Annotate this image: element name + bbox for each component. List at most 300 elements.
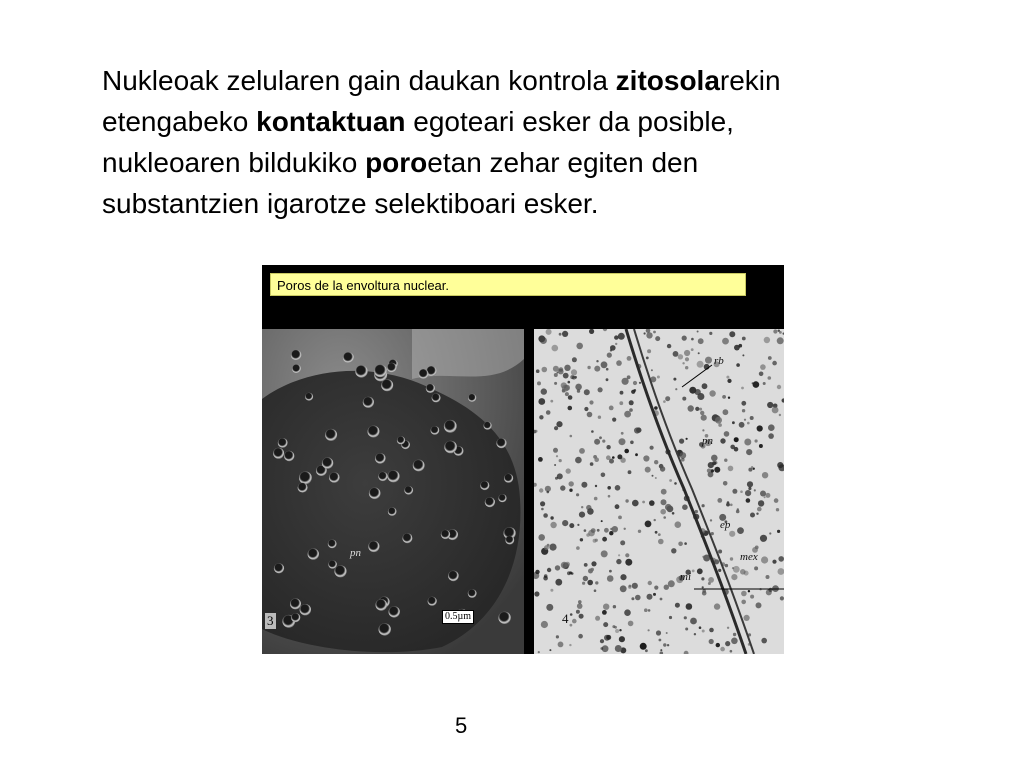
chromatin-granule (583, 576, 588, 581)
chromatin-granule (726, 376, 729, 379)
chromatin-granule (614, 626, 617, 629)
chromatin-granule (731, 638, 738, 645)
nuclear-pore (485, 497, 495, 507)
chromatin-granule (570, 435, 573, 438)
chromatin-granule (727, 379, 731, 383)
chromatin-granule (553, 448, 558, 453)
chromatin-granule (624, 609, 631, 616)
paragraph-line-4: substantzien igarotze selektiboari esker. (102, 188, 599, 219)
chromatin-granule (680, 452, 687, 459)
figure-caption: Poros de la envoltura nuclear. (270, 273, 746, 296)
chromatin-granule (562, 520, 568, 526)
chromatin-granule (655, 336, 660, 341)
chromatin-granule (550, 400, 553, 403)
chromatin-granule (617, 454, 622, 459)
chromatin-granule (597, 529, 600, 532)
chromatin-granule (739, 422, 745, 428)
chromatin-granule (669, 616, 672, 619)
chromatin-granule (625, 559, 632, 566)
chromatin-granule (640, 643, 647, 650)
chromatin-granule (754, 489, 756, 491)
chromatin-granule (620, 585, 627, 592)
chromatin-granule (539, 415, 543, 419)
chromatin-granule (648, 629, 650, 631)
chromatin-granule (562, 331, 568, 337)
chromatin-granule (652, 475, 654, 477)
chromatin-granule (766, 589, 772, 595)
chromatin-granule (708, 582, 711, 585)
chromatin-granule (559, 367, 564, 372)
chromatin-granule (698, 352, 700, 354)
nuclear-pore (278, 438, 288, 448)
chromatin-granule (657, 376, 660, 379)
chromatin-granule (745, 490, 751, 496)
nuclear-pore (505, 536, 514, 545)
chromatin-granule (734, 447, 739, 452)
chromatin-granule (612, 456, 615, 459)
chromatin-granule (556, 455, 558, 457)
chromatin-granule (755, 439, 758, 442)
nuclear-pore (368, 541, 379, 552)
paragraph-line-2: etengabeko kontaktuan egoteari esker da posible, (102, 106, 734, 137)
nuclear-pore (290, 598, 301, 609)
chromatin-granule (582, 582, 585, 585)
chromatin-granule (760, 535, 767, 542)
chromatin-granule (692, 570, 695, 573)
chromatin-granule (646, 357, 649, 360)
chromatin-granule (673, 351, 679, 357)
chromatin-granule (538, 651, 540, 653)
chromatin-granule (695, 510, 698, 513)
chromatin-granule (772, 361, 777, 366)
chromatin-granule (569, 489, 572, 492)
micrograph-figure (262, 265, 784, 654)
chromatin-granule (550, 516, 553, 519)
chromatin-granule (572, 357, 577, 362)
chromatin-granule (723, 481, 728, 486)
page-number: 5 (455, 713, 468, 738)
chromatin-granule (639, 382, 641, 384)
chromatin-granule (612, 418, 616, 422)
chromatin-granule (595, 581, 598, 584)
chromatin-granule (779, 331, 782, 334)
chromatin-granule (607, 353, 612, 358)
chromatin-granule (609, 570, 612, 573)
scale-bar: 0.5µm (442, 610, 474, 624)
chromatin-granule (636, 427, 641, 432)
chromatin-granule (601, 361, 608, 368)
nuclear-pore (498, 494, 506, 502)
chromatin-granule (741, 591, 747, 597)
chromatin-granule (758, 500, 764, 506)
chromatin-granule (763, 382, 766, 385)
chromatin-granule (600, 639, 604, 643)
chromatin-granule (741, 401, 746, 406)
chromatin-granule (748, 590, 750, 592)
keyword-zitosola: zitosola (615, 65, 720, 96)
chromatin-granule (737, 527, 744, 534)
chromatin-granule (672, 512, 675, 515)
chromatin-granule (550, 522, 556, 528)
chromatin-granule (631, 597, 634, 600)
chromatin-granule (748, 468, 752, 472)
chromatin-granule (550, 589, 553, 592)
chromatin-granule (765, 493, 770, 498)
chromatin-granule (778, 568, 785, 575)
chromatin-granule (586, 533, 590, 537)
chromatin-granule (579, 448, 585, 454)
chromatin-granule (708, 462, 714, 468)
chromatin-granule (714, 467, 720, 473)
chromatin-granule (581, 506, 583, 508)
chromatin-granule (701, 577, 704, 580)
chromatin-granule (555, 477, 558, 480)
nuclear-pore (298, 483, 308, 493)
chromatin-granule (724, 459, 727, 462)
chromatin-granule (555, 579, 562, 586)
chromatin-granule (576, 610, 580, 614)
chromatin-granule (563, 373, 569, 379)
chromatin-granule (594, 497, 598, 501)
chromatin-granule (619, 636, 625, 642)
chromatin-granule (590, 462, 594, 466)
chromatin-granule (620, 391, 624, 395)
chromatin-granule (768, 433, 774, 439)
micrograph-right-panel (534, 329, 784, 654)
nuclear-pore (432, 393, 441, 402)
chromatin-granule (581, 482, 587, 488)
chromatin-granule (649, 500, 655, 506)
nuclear-pore (444, 420, 457, 433)
chromatin-granule (598, 387, 603, 392)
chromatin-granule (709, 390, 715, 396)
chromatin-granule (584, 529, 587, 532)
keyword-kontaktuan: kontaktuan (256, 106, 406, 137)
chromatin-granule (722, 395, 726, 399)
chromatin-granule (607, 575, 614, 582)
paragraph-line-1: Nukleoak zelularen gain daukan kontrola zitosolarekin (102, 65, 781, 96)
chromatin-granule (778, 556, 784, 562)
chromatin-granule (619, 438, 626, 445)
chromatin-granule (601, 473, 606, 478)
chromatin-granule (732, 567, 734, 569)
chromatin-granule (569, 481, 574, 486)
chromatin-granule (668, 580, 675, 587)
chromatin-granule (629, 408, 633, 412)
chromatin-granule (686, 438, 688, 440)
chromatin-granule (654, 406, 658, 410)
chromatin-granule (588, 569, 593, 574)
chromatin-granule (710, 519, 712, 521)
chromatin-granule (762, 472, 768, 478)
chromatin-granule (761, 638, 767, 644)
nuclear-pore (355, 365, 367, 377)
chromatin-granule (702, 383, 708, 389)
chromatin-granule (682, 336, 687, 341)
chromatin-granule (661, 489, 667, 495)
nuclear-pore (299, 471, 312, 484)
chromatin-granule (544, 574, 548, 578)
nuclear-pore (387, 470, 399, 482)
chromatin-granule (658, 533, 661, 536)
chromatin-granule (655, 477, 657, 479)
chromatin-granule (661, 499, 667, 505)
chromatin-granule (663, 400, 666, 403)
chromatin-granule (620, 574, 626, 580)
chromatin-granule (757, 507, 762, 512)
chromatin-granule (595, 616, 600, 621)
chromatin-granule (730, 557, 733, 560)
nuclear-pore (329, 472, 340, 483)
chromatin-granule (777, 385, 781, 389)
chromatin-granule (654, 586, 658, 590)
chromatin-granule (572, 619, 577, 624)
nuclear-pore (484, 422, 492, 430)
chromatin-granule (684, 350, 690, 356)
nuclear-pore (291, 350, 302, 361)
chromatin-granule (591, 528, 596, 533)
nuclear-pore (375, 453, 386, 464)
nuclear-pore (305, 393, 313, 401)
nuclear-pore (328, 560, 337, 569)
nuclear-pore (308, 548, 319, 559)
chromatin-granule (773, 329, 777, 333)
chromatin-granule (633, 389, 636, 392)
chromatin-granule (669, 479, 672, 482)
nuclear-pore (426, 384, 435, 393)
chromatin-granule (608, 495, 611, 498)
chromatin-granule (777, 462, 783, 468)
chromatin-granule (682, 397, 686, 401)
chromatin-granule (720, 647, 725, 652)
nuclear-pore (376, 599, 388, 611)
chromatin-granule (570, 375, 574, 379)
chromatin-granule (718, 569, 721, 572)
chromatin-granule (777, 530, 780, 533)
right-label-ep: ep (720, 519, 731, 531)
chromatin-granule (776, 508, 779, 511)
chromatin-granule (536, 369, 540, 373)
chromatin-granule (742, 337, 746, 341)
chromatin-granule (681, 458, 685, 462)
chromatin-granule (578, 600, 582, 604)
nuclear-pore (441, 530, 450, 539)
chromatin-granule (576, 546, 580, 550)
chromatin-granule (577, 524, 579, 526)
chromatin-granule (587, 580, 593, 586)
chromatin-granule (740, 569, 746, 575)
chromatin-granule (764, 496, 766, 498)
chromatin-granule (628, 585, 631, 588)
chromatin-granule (688, 405, 694, 411)
chromatin-granule (612, 526, 618, 532)
chromatin-granule (547, 491, 550, 494)
chromatin-granule (610, 345, 616, 351)
chromatin-granule (725, 564, 728, 567)
chromatin-granule (698, 338, 704, 344)
chromatin-granule (667, 506, 674, 513)
chromatin-granule (537, 381, 541, 385)
chromatin-granule (579, 614, 584, 619)
chromatin-granule (606, 368, 609, 371)
nuclear-pore (431, 426, 440, 435)
chromatin-granule (736, 363, 740, 367)
chromatin-granule (570, 624, 573, 627)
chromatin-granule (633, 381, 637, 385)
nuclear-pore (363, 397, 374, 408)
chromatin-granule (675, 521, 682, 528)
chromatin-granule (546, 410, 551, 415)
chromatin-granule (587, 366, 590, 369)
nuclear-pore (468, 394, 476, 402)
chromatin-granule (632, 500, 639, 507)
chromatin-granule (742, 354, 744, 356)
chromatin-granule (702, 630, 705, 633)
chromatin-granule (697, 331, 699, 333)
chromatin-granule (602, 537, 607, 542)
chromatin-granule (593, 455, 597, 459)
chromatin-granule (759, 444, 763, 448)
chromatin-granule (774, 498, 779, 503)
chromatin-granule (555, 565, 560, 570)
paragraph-line-3: nukleoaren bildukiko poroetan zehar egiten den (102, 147, 699, 178)
nuclear-pore (374, 365, 387, 378)
keyword-poro: poro (365, 147, 428, 178)
chromatin-granule (697, 393, 704, 400)
chromatin-granule (584, 389, 590, 395)
chromatin-granule (684, 616, 687, 619)
chromatin-granule (571, 369, 577, 375)
chromatin-granule (733, 633, 736, 636)
chromatin-granule (642, 501, 645, 504)
chromatin-granule (702, 586, 704, 588)
left-panel-number: 3 (267, 613, 274, 628)
chromatin-granule (629, 400, 634, 405)
chromatin-granule (541, 621, 548, 628)
chromatin-granule (591, 561, 596, 566)
chromatin-granule (682, 504, 688, 510)
chromatin-granule (587, 412, 593, 418)
chromatin-granule (645, 467, 651, 473)
chromatin-granule (682, 362, 684, 364)
chromatin-granule (619, 401, 623, 405)
chromatin-granule (534, 591, 539, 596)
chromatin-granule (737, 508, 739, 510)
chromatin-granule (742, 409, 745, 412)
chromatin-granule (646, 332, 652, 338)
chromatin-granule (549, 544, 556, 551)
chromatin-granule (658, 539, 664, 545)
chromatin-granule (702, 591, 707, 596)
chromatin-granule (559, 333, 562, 336)
chromatin-granule (580, 538, 583, 541)
chromatin-granule (764, 337, 770, 343)
nuclear-pore (480, 481, 489, 490)
chromatin-granule (613, 605, 616, 608)
chromatin-granule (730, 504, 733, 507)
chromatin-granule (569, 644, 571, 646)
chromatin-granule (615, 504, 620, 509)
chromatin-granule (594, 366, 600, 372)
chromatin-granule (722, 338, 729, 345)
chromatin-granule (541, 508, 544, 511)
chromatin-granule (716, 643, 720, 647)
chromatin-granule (601, 550, 608, 557)
nuclear-pore (428, 597, 437, 606)
chromatin-granule (654, 519, 656, 521)
chromatin-granule (625, 499, 628, 502)
nuclear-pore (404, 486, 413, 495)
chromatin-granule (731, 574, 737, 580)
chromatin-granule (569, 523, 574, 528)
chromatin-granule (568, 395, 573, 400)
chromatin-granule (714, 603, 720, 609)
chromatin-granule (602, 440, 605, 443)
chromatin-granule (709, 639, 714, 644)
chromatin-granule (538, 457, 543, 462)
chromatin-granule (654, 460, 658, 464)
nuclear-pore (397, 436, 405, 444)
chromatin-granule (559, 459, 562, 462)
nuclear-pore (444, 441, 457, 454)
chromatin-granule (624, 411, 631, 418)
chromatin-granule (699, 626, 702, 629)
chromatin-granule (702, 429, 704, 431)
chromatin-granule (705, 357, 712, 364)
chromatin-granule (603, 604, 609, 610)
nuclear-pore (368, 426, 380, 438)
chromatin-granule (618, 554, 620, 556)
chromatin-granule (768, 356, 772, 360)
chromatin-granule (560, 485, 565, 490)
chromatin-granule (645, 521, 652, 528)
chromatin-granule (756, 513, 758, 515)
chromatin-granule (695, 407, 699, 411)
chromatin-granule (602, 645, 609, 652)
nuclear-pore (419, 369, 429, 379)
chromatin-granule (697, 361, 704, 368)
nuclear-pore (448, 571, 459, 582)
chromatin-granule (729, 331, 735, 337)
chromatin-granule (595, 485, 597, 487)
chromatin-granule (779, 414, 781, 416)
chromatin-granule (648, 581, 652, 585)
nuclear-pore (300, 604, 311, 615)
chromatin-granule (667, 644, 669, 646)
chromatin-granule (655, 531, 658, 534)
chromatin-granule (700, 411, 704, 415)
chromatin-granule (561, 562, 568, 569)
chromatin-granule (570, 613, 573, 616)
chromatin-granule (638, 530, 641, 533)
chromatin-granule (554, 426, 558, 430)
nuclear-pore (328, 540, 337, 549)
chromatin-granule (674, 482, 677, 485)
nuclear-pore (381, 379, 393, 391)
chromatin-granule (556, 635, 559, 638)
chromatin-granule (667, 344, 671, 348)
chromatin-granule (724, 431, 730, 437)
chromatin-granule (739, 344, 743, 348)
nuclear-pore (343, 352, 354, 363)
chromatin-granule (624, 528, 626, 530)
chromatin-granule (535, 430, 538, 433)
chromatin-granule (691, 348, 694, 351)
nuclear-pore (504, 474, 513, 483)
right-label-mi: mi (680, 571, 691, 583)
chromatin-granule (578, 634, 583, 639)
chromatin-granule (701, 415, 707, 421)
